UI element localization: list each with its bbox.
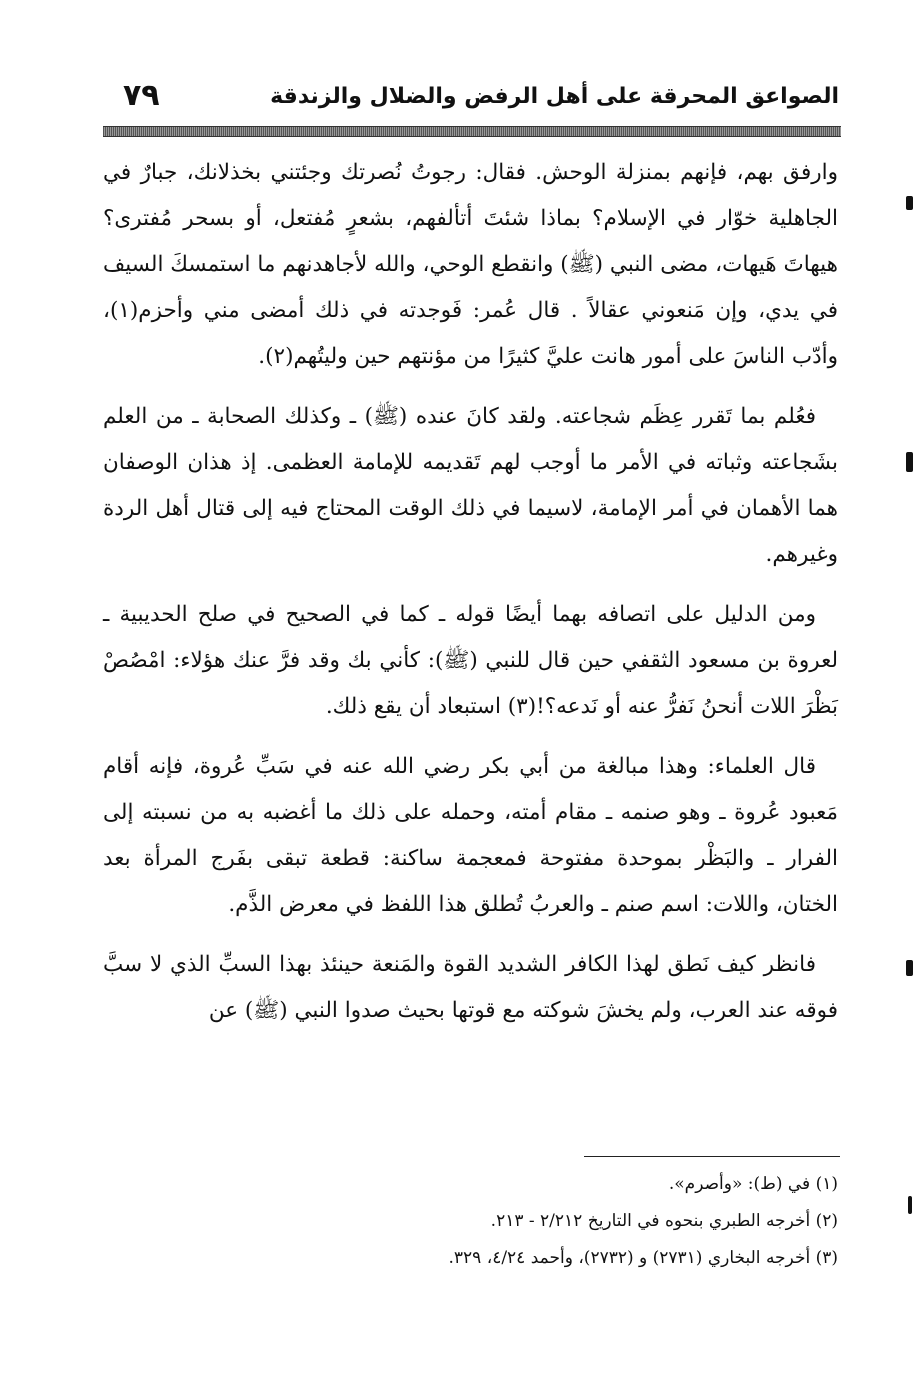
- paragraph-2: فعُلم بما تَقرر عِظَم شجاعته. ولقد كانَ عنده (ﷺ) ـ وكذلك الصحابة ـ من العلم بشَجاعته وثباته في الأمر ما أوجب لهم تَقديمه للإمامة العظمى. إذ هذان الوصفان هما الأهمان في أمر الإمامة، لاسيما في ذلك الوقت المحتاج فيه إلى قتال أهل الردة وغيرهم.: [103, 404, 838, 567]
- footnote-2: (٢) أخرجه الطبري بنحوه في التاريخ ٢/٢١٢ - ٢١٣.: [490, 1211, 838, 1231]
- footnote-3: (٣) أخرجه البخاري (٢٧٣١) و (٢٧٣٢)، وأحمد ٤/٢٤، ٣٢٩.: [448, 1248, 838, 1268]
- margin-mark: [908, 1196, 912, 1214]
- margin-mark: [906, 196, 913, 210]
- page-header: [105, 78, 839, 122]
- paragraph-1: وارفق بهم، فإنهم بمنزلة الوحش. فقال: رجوتُ نُصرتك وجئتني بخذلانك، جبارٌ في الجاهلية خوّار في الإسلام؟ بماذا شئتَ أتألفهم، بشعرٍ مُفتعل، أو بسحر مُفترى؟ هيهاتَ هَيهات، مضى النبي (ﷺ) وانقطع الوحي، والله لأجاهدنهم ما استمسكَ السيف في يدي، وإن مَنعوني عقالاً . قال عُمر: فَوجدته في ذلك أمضى مني وأحزم(١)، وأدّب الناسَ على أمور هانت عليَّ كثيرًا من مؤنتهم حين وليتُهم(٢).: [103, 160, 838, 369]
- running-title: الصواعق المحرقة على أهل الرفض والضلال والزندقة: [270, 84, 839, 109]
- footnote-separator: [584, 1156, 840, 1157]
- paragraph-3: ومن الدليل على اتصافه بهما أيضًا قوله ـ كما في الصحيح في صلح الحديبية ـ لعروة بن مسعود الثقفي حين قال للنبي (ﷺ): كأني بك وقد فرَّ عنك هؤلاء: امْصُصْ بَظْرَ اللات أنحنُ نَفرُّ عنه أو نَدعه؟!(٣) استبعاد أن يقع ذلك.: [103, 602, 838, 719]
- page-number: ٧٩: [123, 78, 160, 113]
- paragraph-4: قال العلماء: وهذا مبالغة من أبي بكر رضي الله عنه في سَبِّ عُروة، فإنه أقام مَعبود عُروة ـ وهو صنمه ـ مقام أمته، وحمله على ذلك ما أغضبه به من نسبته إلى الفرار ـ والبَظْر بموحدة مفتوحة فمعجمة ساكنة: قطعة تبقى بفَرج المرأة بعد الختان، واللات: اسم صنم ـ والعربُ تُطلق هذا اللفظ في معرض الذَّم.: [103, 754, 838, 917]
- footnotes: [103, 1166, 838, 1277]
- footnote-1: (١) في (ط): «وأصرم».: [668, 1174, 838, 1194]
- main-text: [103, 150, 838, 1048]
- header-rule: [103, 126, 841, 137]
- margin-mark: [906, 452, 913, 472]
- paragraph-5: فانظر كيف نَطق لهذا الكافر الشديد القوة والمَنعة حينئذ بهذا السبِّ الذي لا سبَّ فوقه عند العرب، ولم يخشَ شوكته مع قوتها بحيث صدوا النبي (ﷺ) عن: [103, 952, 838, 1023]
- margin-mark: [906, 960, 913, 976]
